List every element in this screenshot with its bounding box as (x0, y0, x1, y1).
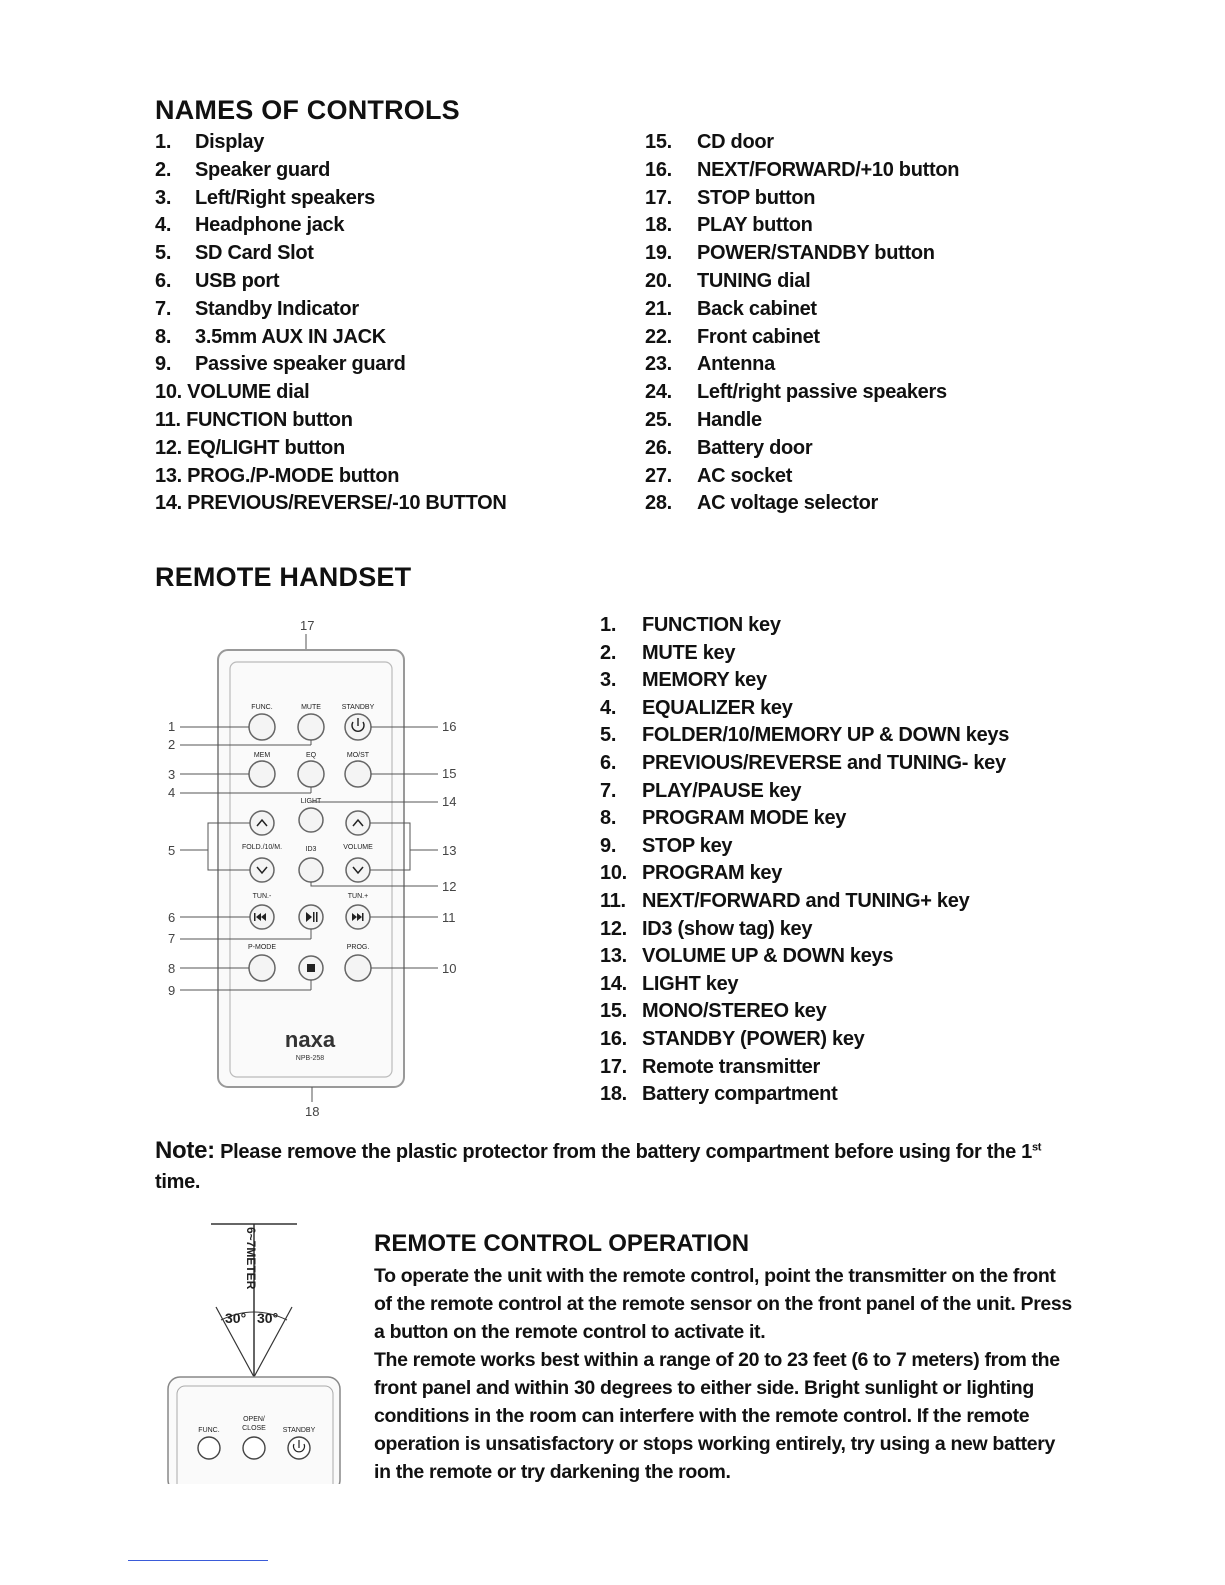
callout-left: 7 (168, 931, 176, 946)
fold-up-button (250, 811, 274, 835)
list-item: 9. Passive speaker guard (155, 353, 406, 376)
list-item: 18. PLAY button (645, 214, 813, 237)
list-item: 28. AC voltage selector (645, 492, 879, 515)
callout-right: 16 (442, 719, 457, 734)
callout-left: 9 (168, 983, 176, 998)
list-item: 4. EQUALIZER key (600, 696, 793, 719)
svg-text:TUN.+: TUN.+ (347, 893, 369, 900)
model-label: NPB-258 (295, 1055, 325, 1062)
list-item: 16. NEXT/FORWARD/+10 button (645, 158, 960, 181)
svg-text:LIGHT: LIGHT (300, 798, 322, 805)
list-item: 6. USB port (155, 269, 280, 292)
list-item: 10. PROGRAM key (600, 862, 783, 885)
list-item: 14. PREVIOUS/REVERSE/-10 BUTTON (155, 492, 507, 515)
remote-keys-list (600, 612, 1009, 1109)
list-item: 12. EQ/LIGHT button (155, 436, 345, 459)
pmode-button (249, 955, 275, 981)
stop-icon (307, 964, 315, 972)
callout-top: 17 (300, 618, 315, 633)
list-item: 27. AC socket (645, 464, 793, 487)
list-item: 17. STOP button (645, 186, 816, 209)
list-item: 19. POWER/STANDBY button (645, 242, 935, 265)
standby-button (345, 714, 371, 740)
list-item: 1. Display (155, 131, 265, 153)
list-item: 21. Back cabinet (645, 297, 817, 320)
note-lead: Note: (155, 1137, 215, 1164)
note-paragraph (155, 1136, 1075, 1197)
list-item: 23. Antenna (645, 353, 775, 376)
svg-text:ID3: ID3 (305, 846, 317, 853)
list-item: 15. MONO/STEREO key (600, 1000, 827, 1023)
note-tail: time. (155, 1171, 201, 1193)
operation-paragraph-2: The remote works best within a range of 20 to 23 feet (6 to 7 meters) from the front panel and within 30 degrees to either side. Bright sunlight or lighting conditions in the room can interfere with the remote control. If the remote operation is unsatisfactory or stops working entirely, try using a new battery in the remote or try darkening the room. (374, 1349, 1060, 1483)
callout-right: 14 (442, 794, 457, 809)
svg-text:MUTE: MUTE (301, 704, 321, 711)
section-title-operation: REMOTE CONTROL OPERATION (374, 1230, 750, 1257)
list-item: 13. PROG./P-MODE button (155, 464, 400, 487)
svg-text:P-MODE: P-MODE (248, 944, 276, 951)
open-close-button (243, 1437, 265, 1459)
svg-text:CLOSE: CLOSE (242, 1425, 266, 1432)
callout-left: 5 (168, 843, 176, 858)
svg-text:MO/ST: MO/ST (346, 752, 370, 759)
most-button (345, 761, 371, 787)
list-item: 20. TUNING dial (645, 269, 811, 292)
callout-left: 6 (168, 910, 176, 925)
volume-up-button (346, 811, 370, 835)
brand-logo: naxa (284, 1027, 336, 1052)
svg-text:FUNC.: FUNC. (251, 704, 273, 711)
svg-text:PROG.: PROG. (346, 944, 370, 951)
angle-left: 30° (225, 1310, 247, 1326)
list-item: 8. 3.5mm AUX IN JACK (155, 325, 386, 348)
callout-right: 15 (442, 766, 457, 781)
list-item: 1. FUNCTION key (600, 614, 781, 636)
remote-handset-illustration (160, 612, 480, 1132)
remote-range-illustration (165, 1222, 345, 1484)
note-text: Please remove the plastic protector from the battery compartment before using for the 1 (220, 1141, 1032, 1163)
list-item: 18. Battery compartment (600, 1083, 838, 1106)
callout-left: 1 (168, 719, 176, 734)
angle-right: 30° (257, 1310, 279, 1326)
callout-right: 11 (442, 910, 456, 925)
svg-text:FUNC.: FUNC. (198, 1427, 220, 1434)
callout-right: 12 (442, 879, 457, 894)
list-item: 9. STOP key (600, 834, 733, 857)
callout-left: 3 (168, 767, 176, 782)
list-item: 2. Speaker guard (155, 158, 331, 181)
list-item: 6. PREVIOUS/REVERSE and TUNING- key (600, 751, 1006, 774)
light-button (299, 808, 323, 832)
mem-button (249, 761, 275, 787)
list-item: 17. Remote transmitter (600, 1055, 820, 1078)
prog-button (345, 955, 371, 981)
func-button (249, 714, 275, 740)
controls-list-left (155, 129, 507, 518)
callout-left: 4 (168, 785, 176, 800)
list-item: 25. Handle (645, 408, 762, 431)
volume-down-button (346, 858, 370, 882)
svg-text:STANDBY: STANDBY (341, 704, 375, 711)
list-item: 7. PLAY/PAUSE key (600, 779, 802, 802)
svg-text:FOLD./10/M.: FOLD./10/M. (241, 844, 283, 851)
callout-bottom: 18 (305, 1104, 320, 1119)
list-item: 2. MUTE key (600, 641, 736, 664)
list-item: 13. VOLUME UP & DOWN keys (600, 945, 894, 968)
eq-button (298, 761, 324, 787)
controls-list-right (645, 129, 959, 518)
list-item: 15. CD door (645, 131, 774, 153)
list-item: 16. STANDBY (POWER) key (600, 1027, 865, 1050)
range-distance: 6~7METER (244, 1227, 258, 1290)
list-item: 11. FUNCTION button (155, 408, 353, 431)
list-item: 8. PROGRAM MODE key (600, 807, 847, 830)
list-item: 22. Front cabinet (645, 325, 820, 348)
list-item: 10. VOLUME dial (155, 381, 310, 404)
callout-right: 13 (442, 843, 457, 858)
svg-text:VOLUME: VOLUME (343, 844, 373, 851)
footer-divider (128, 1560, 268, 1561)
section-title-remote: REMOTE HANDSET (155, 562, 412, 592)
list-item: 4. Headphone jack (155, 214, 345, 237)
list-item: 12. ID3 (show tag) key (600, 917, 813, 940)
svg-text:MEM: MEM (253, 752, 271, 759)
list-item: 26. Battery door (645, 436, 813, 459)
callout-right: 10 (442, 961, 457, 976)
note-sup: st (1031, 1141, 1042, 1154)
fold-down-button (250, 858, 274, 882)
list-item: 11. NEXT/FORWARD and TUNING+ key (600, 889, 970, 912)
section-title-controls: NAMES OF CONTROLS (155, 95, 460, 125)
svg-text:TUN.-: TUN.- (252, 893, 272, 900)
list-item: 14. LIGHT key (600, 972, 739, 995)
id3-button (299, 858, 323, 882)
operation-body (374, 1262, 1074, 1486)
svg-text:STANDBY: STANDBY (282, 1427, 316, 1434)
list-item: 3. MEMORY key (600, 669, 767, 692)
list-item: 5. FOLDER/10/MEMORY UP & DOWN keys (600, 724, 1010, 747)
operation-paragraph-1: To operate the unit with the remote control, point the transmitter on the front of the remote control at the remote sensor on the front panel of the unit. Press a button on the remote control to activate it. (374, 1265, 1072, 1343)
svg-text:EQ: EQ (305, 752, 317, 759)
callout-left: 2 (168, 737, 176, 752)
func-button (198, 1437, 220, 1459)
list-item: 3. Left/Right speakers (155, 186, 375, 209)
list-item: 5. SD Card Slot (155, 242, 314, 265)
list-item: 7. Standby Indicator (155, 297, 359, 320)
svg-text:OPEN/: OPEN/ (243, 1416, 265, 1423)
mute-button (298, 714, 324, 740)
callout-left: 8 (168, 961, 176, 976)
list-item: 24. Left/right passive speakers (645, 381, 947, 404)
